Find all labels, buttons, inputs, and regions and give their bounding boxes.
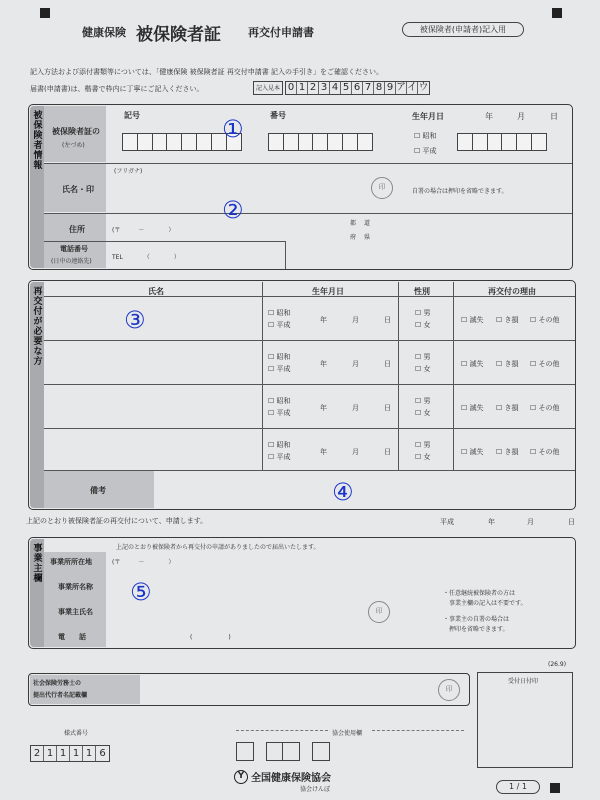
kigo-label: 記号 <box>124 111 140 120</box>
assoc-use-label: 協会使用欄 <box>332 730 363 737</box>
name-seal-label: 氏名・印 <box>62 185 94 194</box>
col-gender-header: 性別 <box>414 287 430 296</box>
row-reason-damaged-option[interactable]: ☐ き損 <box>496 448 519 456</box>
showa-label: 昭和 <box>276 441 291 449</box>
row-year <box>320 359 327 369</box>
page-indicator: 1 / 1 <box>496 780 540 794</box>
heisei-label: 平成 <box>276 321 291 329</box>
row-showa-option[interactable]: ☐ 昭和 <box>268 353 291 361</box>
row-day <box>384 447 391 457</box>
reason-other-label: その他 <box>538 404 560 412</box>
registration-mark-bottom-right <box>550 783 560 793</box>
female-label: 女 <box>423 321 431 329</box>
row-reason-damaged-option[interactable]: ☐ き損 <box>496 404 519 412</box>
sample-char: 2 <box>308 82 319 94</box>
digit-cell[interactable] <box>166 133 182 151</box>
assoc-use-cell <box>312 742 330 761</box>
female-label: 女 <box>423 365 431 373</box>
digit-cell[interactable] <box>472 133 488 151</box>
showa-label: 昭和 <box>276 397 291 405</box>
row-day-label: 日 <box>384 404 391 412</box>
row-reason-lost-option[interactable]: ☐ 滅失 <box>461 448 484 456</box>
form-version: (26.9) <box>548 661 567 668</box>
row-reason-other-option[interactable]: ☐ その他 <box>530 448 560 456</box>
header-title-suffix: 再交付申請書 <box>248 26 314 39</box>
pref-char-ken: 県 <box>364 234 371 241</box>
digit-cell[interactable] <box>137 133 153 151</box>
address-label: 住所 <box>69 225 85 234</box>
employer-note-2a: ・事業主の自署の場合は <box>443 616 510 623</box>
form-number-label: 様式番号 <box>64 730 89 737</box>
digit-cell[interactable] <box>152 133 168 151</box>
annotation-marker-1: ① <box>222 115 244 143</box>
digit-cell[interactable] <box>457 133 473 151</box>
row-year <box>320 447 327 457</box>
row-heisei-option[interactable]: ☐ 平成 <box>268 365 291 373</box>
divider <box>44 340 575 341</box>
assoc-use-cell-divider <box>282 742 283 761</box>
reason-other-label: その他 <box>538 360 560 368</box>
divider <box>453 282 454 470</box>
employer-name-label: 事業所名称 <box>58 583 93 591</box>
applicant-seal-mark: 印 <box>371 177 393 199</box>
sample-char: 8 <box>374 82 385 94</box>
row-year <box>320 315 327 325</box>
employer-address-label: 事業所所在地 <box>50 558 92 566</box>
divider <box>44 163 572 164</box>
employer-note-1b: 事業主欄の記入は不要です。 <box>449 600 527 607</box>
receipt-stamp-label: 受付日付印 <box>508 678 539 685</box>
bango-digit-cells[interactable] <box>268 133 372 151</box>
row-year <box>320 403 327 413</box>
application-statement: 上記のとおり被保険者証の再交付について、申請します。 <box>26 517 208 525</box>
row-reason-damaged-option[interactable]: ☐ き損 <box>496 316 519 324</box>
form-number-cells <box>30 745 110 762</box>
reason-lost-label: 滅失 <box>469 404 484 412</box>
insured-info-sidebar: 被保険者情報 <box>30 106 44 268</box>
row-male-option[interactable]: ☐ 男 <box>415 353 431 361</box>
digit-cell[interactable] <box>268 133 284 151</box>
agent-label-line-2: 提出代行者名記載欄 <box>33 692 88 699</box>
writing-sample-chars <box>285 81 430 95</box>
dob-month-label: 月 <box>517 112 525 121</box>
heisei-label: 平成 <box>276 365 291 373</box>
heisei-label: 平成 <box>276 409 291 417</box>
row-showa-option[interactable]: ☐ 昭和 <box>268 441 291 449</box>
divider <box>398 282 399 470</box>
dob-digit-cells[interactable] <box>457 133 546 151</box>
header-org-prefix: 健康保険 <box>82 26 126 39</box>
digit-cell[interactable] <box>181 133 197 151</box>
digit-cell[interactable] <box>501 133 517 151</box>
sample-char: 9 <box>385 82 396 94</box>
row-day-label: 日 <box>384 360 391 368</box>
applicant-fill-badge: 被保険者(申請者)記入用 <box>402 22 524 37</box>
divider <box>262 282 263 470</box>
female-label: 女 <box>423 409 431 417</box>
employer-phone-label: 電 話 <box>58 633 86 641</box>
statement-year: 年 <box>488 518 495 526</box>
col-name-header: 氏名 <box>148 287 164 296</box>
row-month-label: 月 <box>352 360 359 368</box>
reason-damaged-label: き損 <box>504 404 519 412</box>
row-year-label: 年 <box>320 360 327 368</box>
reason-lost-label: 滅失 <box>469 448 484 456</box>
row-male-option[interactable]: ☐ 男 <box>415 309 431 317</box>
employer-seal-mark: 印 <box>368 601 390 623</box>
form-number-digit: 1 <box>57 746 70 761</box>
reason-damaged-label: き損 <box>504 448 519 456</box>
divider <box>44 384 575 385</box>
digit-cell[interactable] <box>327 133 343 151</box>
employer-confirm-text: 上記のとおり被保険者から再交付の申請がありましたので届出いたします。 <box>116 544 320 551</box>
row-female-option[interactable]: ☐ 女 <box>415 365 431 373</box>
reissue-sidebar: 再交付が必要な方 <box>30 282 44 508</box>
registration-mark-top-right <box>552 8 562 18</box>
row-month <box>352 447 359 457</box>
assoc-use-cell <box>266 742 300 761</box>
showa-label: 昭和 <box>276 353 291 361</box>
digit-cell[interactable] <box>487 133 503 151</box>
showa-label: 昭和 <box>276 309 291 317</box>
dob-label: 生年月日 <box>412 112 444 121</box>
phone-sub-label: (日中の連絡先) <box>51 258 92 265</box>
instruction-line-2: 届書(申請書)は、楷書で枠内に丁寧にご記入ください。 <box>30 85 204 93</box>
row-day-label: 日 <box>384 316 391 324</box>
row-reason-lost-option[interactable]: ☐ 滅失 <box>461 316 484 324</box>
row-month-label: 月 <box>352 404 359 412</box>
instruction-line-1: 記入方法および添付書類等については、「健康保険 被保険者証 再交付申請書 記入の手引き」をご確認ください。 <box>30 68 384 76</box>
divider <box>285 241 286 269</box>
form-number-digit: 1 <box>83 746 96 761</box>
row-reason-other-option[interactable]: ☐ その他 <box>530 360 560 368</box>
male-label: 男 <box>423 441 431 449</box>
row-month <box>352 359 359 369</box>
digit-cell[interactable] <box>342 133 358 151</box>
row-month <box>352 315 359 325</box>
sample-char: 3 <box>319 82 330 94</box>
insurance-card-label: 被保険者証の <box>52 127 100 136</box>
divider <box>44 428 575 429</box>
row-showa-option[interactable]: ☐ 昭和 <box>268 309 291 317</box>
statement-day: 日 <box>568 518 575 526</box>
annotation-marker-5: ⑤ <box>130 578 152 606</box>
male-label: 男 <box>423 353 431 361</box>
reason-damaged-label: き損 <box>504 316 519 324</box>
registration-mark-top-left <box>40 8 50 18</box>
assoc-use-rule-left <box>236 730 328 731</box>
era-showa-option[interactable]: ☐ 昭和 <box>414 132 437 140</box>
divider <box>44 213 572 214</box>
row-day-label: 日 <box>384 448 391 456</box>
sample-char: 5 <box>341 82 352 94</box>
org-sub-name: 協会けんぽ <box>300 786 331 793</box>
row-day <box>384 315 391 325</box>
sample-char: ア <box>396 82 407 93</box>
sample-char: イ <box>407 82 418 93</box>
digit-cell[interactable] <box>312 133 328 151</box>
divider <box>44 241 286 242</box>
row-day <box>384 403 391 413</box>
bango-label: 番号 <box>270 111 286 120</box>
row-female-option[interactable]: ☐ 女 <box>415 453 431 461</box>
col-dob-header: 生年月日 <box>312 287 344 296</box>
org-name: 全国健康保険協会 <box>251 773 331 784</box>
female-label: 女 <box>423 453 431 461</box>
employer-sidebar: 事業主欄 <box>30 539 44 647</box>
male-label: 男 <box>423 309 431 317</box>
employer-note-2b: 押印を省略できます。 <box>449 626 509 633</box>
row-month <box>352 403 359 413</box>
heisei-label: 平成 <box>276 453 291 461</box>
reason-other-label: その他 <box>538 316 560 324</box>
annotation-marker-3: ③ <box>124 306 146 334</box>
form-number-digit: 1 <box>70 746 83 761</box>
receipt-stamp-box <box>477 672 573 768</box>
assoc-use-cell <box>236 742 254 761</box>
form-number-digit: 6 <box>99 748 106 759</box>
digit-cell[interactable] <box>298 133 314 151</box>
row-day <box>384 359 391 369</box>
showa-label: 昭和 <box>422 132 437 140</box>
pref-char-do: 道 <box>364 220 371 227</box>
sample-char: 7 <box>363 82 374 94</box>
row-reason-lost-option[interactable]: ☐ 滅失 <box>461 360 484 368</box>
male-label: 男 <box>423 397 431 405</box>
form-number-digit: 2 <box>31 746 44 761</box>
row-month-label: 月 <box>352 316 359 324</box>
reason-other-label: その他 <box>538 448 560 456</box>
agent-label-line-1: 社会保険労務士の <box>33 680 82 687</box>
digit-cell[interactable] <box>516 133 532 151</box>
left-justify-note: (左づめ) <box>62 142 85 149</box>
form-number-digit: 1 <box>44 746 57 761</box>
dob-day-label: 日 <box>550 112 558 121</box>
kyokai-logo-icon: Y <box>234 770 248 784</box>
annotation-marker-4: ④ <box>332 478 354 506</box>
reason-lost-label: 滅失 <box>469 316 484 324</box>
row-month-label: 月 <box>352 448 359 456</box>
digit-cell[interactable] <box>283 133 299 151</box>
employer-note-1a: ・任意継続被保険者の方は <box>443 590 516 597</box>
annotation-marker-2: ② <box>222 196 244 224</box>
row-heisei-option[interactable]: ☐ 平成 <box>268 453 291 461</box>
self-sign-note: 自署の場合は押印を省略できます。 <box>412 188 508 195</box>
row-reason-other-option[interactable]: ☐ その他 <box>530 404 560 412</box>
row-female-option[interactable]: ☐ 女 <box>415 409 431 417</box>
col-reason-header: 再交付の理由 <box>488 287 536 296</box>
assoc-use-rule-right <box>372 730 464 731</box>
sample-char: 1 <box>297 82 308 94</box>
reason-damaged-label: き損 <box>504 360 519 368</box>
remarks-label: 備考 <box>90 486 106 495</box>
digit-cell[interactable] <box>196 133 212 151</box>
phone-label: 電話番号 <box>60 245 88 253</box>
row-heisei-option[interactable]: ☐ 平成 <box>268 409 291 417</box>
agent-seal-mark: 印 <box>438 679 460 701</box>
row-reason-lost-option[interactable]: ☐ 滅失 <box>461 404 484 412</box>
row-year-label: 年 <box>320 404 327 412</box>
postal-mark: (〒 － ） <box>112 227 175 234</box>
row-male-option[interactable]: ☐ 男 <box>415 441 431 449</box>
furigana-label: (フリガナ) <box>114 168 143 175</box>
row-male-option[interactable]: ☐ 男 <box>415 397 431 405</box>
row-year-label: 年 <box>320 316 327 324</box>
row-reason-other-option[interactable]: ☐ その他 <box>530 316 560 324</box>
digit-cell[interactable] <box>357 133 373 151</box>
statement-era: 平成 <box>440 518 454 526</box>
reason-lost-label: 滅失 <box>469 360 484 368</box>
writing-sample-label: 記入見本 <box>253 81 283 95</box>
pref-char-fu: 府 <box>350 234 357 241</box>
employer-postal-mark: (〒 － ） <box>112 559 175 566</box>
employer-owner-label: 事業主氏名 <box>58 608 93 616</box>
pref-char-to: 都 <box>350 220 357 227</box>
sample-char: 0 <box>286 82 297 94</box>
heisei-label: 平成 <box>422 147 437 155</box>
digit-cell[interactable] <box>531 133 547 151</box>
row-heisei-option[interactable]: ☐ 平成 <box>268 321 291 329</box>
row-female-option[interactable]: ☐ 女 <box>415 321 431 329</box>
row-reason-damaged-option[interactable]: ☐ き損 <box>496 360 519 368</box>
writing-sample <box>253 81 430 95</box>
form-title: 被保険者証 <box>136 25 221 45</box>
dob-year-label: 年 <box>485 112 493 121</box>
sample-char: 4 <box>330 82 341 94</box>
row-showa-option[interactable]: ☐ 昭和 <box>268 397 291 405</box>
row-year-label: 年 <box>320 448 327 456</box>
employer-phone-field[interactable]: ( ) <box>190 634 231 641</box>
era-heisei-option[interactable]: ☐ 平成 <box>414 147 437 155</box>
tel-field[interactable]: TEL （ ） <box>112 254 180 261</box>
sample-char: ウ <box>418 82 429 93</box>
statement-month: 月 <box>527 518 534 526</box>
sample-char: 6 <box>352 82 363 94</box>
digit-cell[interactable] <box>122 133 138 151</box>
